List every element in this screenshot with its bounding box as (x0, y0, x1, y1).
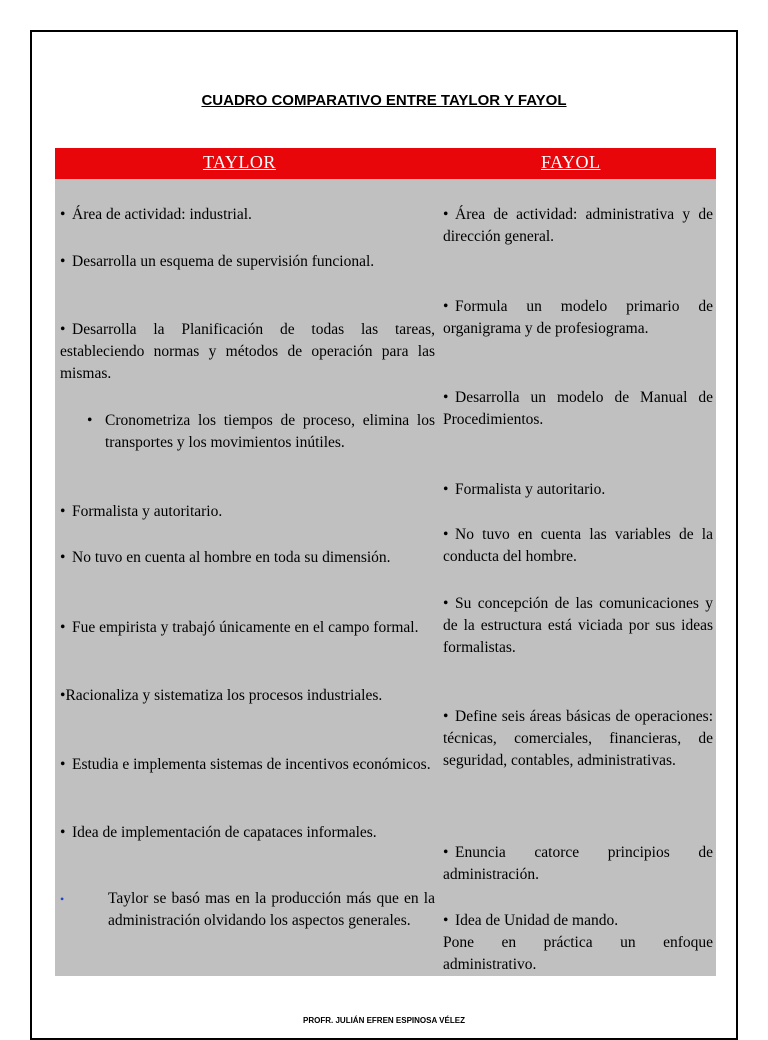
taylor-item: • Área de actividad: industrial. (60, 206, 252, 223)
column-header-taylor: TAYLOR (203, 152, 276, 172)
taylor-item: • No tuvo en cuenta al hombre en toda su dimensión. (60, 549, 391, 566)
fayol-item: • Enuncia catorce principios de administración. (443, 844, 713, 883)
fayol-item: • Área de actividad: administrativa y de dirección general. (443, 206, 713, 245)
fayol-item: • Define seis áreas básicas de operaciones: técnicas, comerciales, financieras, de seguridad, contables, administrativas. (443, 708, 713, 769)
taylor-item: • Desarrolla la Planificación de todas las tareas, estableciendo normas y métodos de operación para las mismas. (60, 321, 435, 382)
taylor-item: • Fue empirista y trabajó únicamente en el campo formal. (60, 619, 419, 636)
column-header-fayol: FAYOL (541, 152, 601, 172)
fayol-item: • Idea de Unidad de mando. (443, 912, 619, 929)
fayol-item: • Desarrolla un modelo de Manual de Procedimientos. (443, 389, 713, 428)
fayol-item: Pone en práctica un enfoque administrativo. (443, 934, 713, 973)
document-title: CUADRO COMPARATIVO ENTRE TAYLOR Y FAYOL (201, 92, 567, 109)
blue-bullet-icon: • (60, 892, 65, 906)
taylor-item: • Taylor se basó mas en la producción más que en la administración olvidando los aspectos generales. (60, 890, 435, 929)
taylor-item: • Desarrolla un esquema de supervisión funcional. (60, 253, 375, 270)
fayol-item: • Formalista y autoritario. (443, 481, 606, 498)
table-header-row (55, 148, 716, 179)
taylor-subitem: • Cronometriza los tiempos de proceso, elimina los transportes y los movimientos inútiles. (87, 412, 435, 451)
taylor-item: • Idea de implementación de capataces informales. (60, 824, 377, 841)
fayol-item: • Formula un modelo primario de organigrama y de profesiograma. (443, 298, 713, 337)
fayol-item: • No tuvo en cuenta las variables de la conducta del hombre. (443, 526, 713, 565)
footer-author: PROFR. JULIÁN EFREN ESPINOSA VÉLEZ (303, 1016, 465, 1025)
fayol-item: • Su concepción de las comunicaciones y de la estructura está viciada por sus ideas formalistas. (443, 595, 713, 656)
taylor-item: • Formalista y autoritario. (60, 503, 223, 520)
taylor-item: • Estudia e implementa sistemas de incentivos económicos. (60, 756, 431, 773)
taylor-item: •Racionaliza y sistematiza los procesos industriales. (60, 687, 383, 704)
